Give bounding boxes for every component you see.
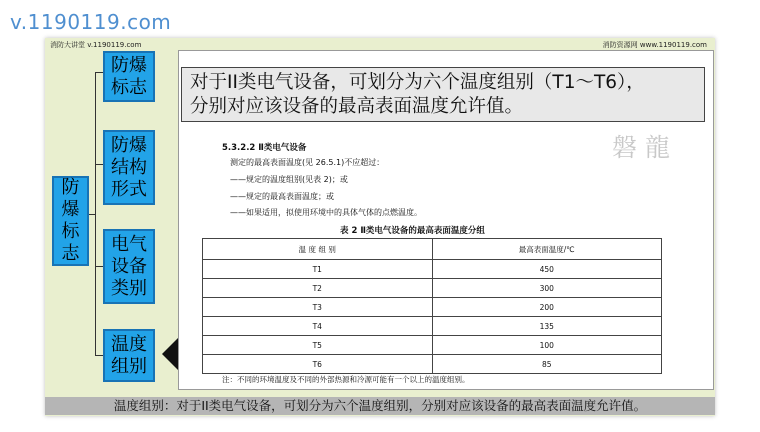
header-left-label: 消防大讲堂 v.1190119.com: [50, 41, 142, 49]
table-row: [203, 260, 662, 279]
table-cell: T4: [203, 317, 433, 336]
table-title: 表 2 Ⅱ类电气设备的最高表面温度分组: [340, 226, 485, 236]
mindmap-node-temperature-class[interactable]: [103, 329, 155, 382]
mindmap-root-label: 防爆标志: [61, 177, 80, 264]
site-watermark: v.1190119.com: [10, 10, 172, 34]
table-cell: 200: [432, 298, 662, 317]
table-cell: 100: [432, 336, 662, 355]
mindmap-node-explosion-mark[interactable]: [103, 51, 155, 102]
mindmap-node-label: 温度组别: [111, 333, 147, 377]
table-row: [203, 355, 662, 374]
document-line: 测定的最高表面温度(见 26.5.1)不应超过：: [230, 158, 385, 167]
table-cell: T5: [203, 336, 433, 355]
explanation-callout: [181, 67, 705, 122]
pointer-arrow-icon: [162, 338, 178, 370]
callout-line-2: 分别对应该设备的最高表面温度允许值。: [190, 96, 524, 117]
table-cell: 85: [432, 355, 662, 374]
table-header: 温 度 组 别: [203, 239, 433, 260]
table-row: [203, 317, 662, 336]
table-cell: T2: [203, 279, 433, 298]
mindmap-root-node[interactable]: [52, 176, 89, 266]
mindmap-node-label: 电气设备类别: [111, 233, 147, 299]
document-line: ——如果适用，拟使用环境中的具体气体的点燃温度。: [230, 208, 422, 217]
temperature-class-table: [202, 238, 662, 374]
table-cell: 300: [432, 279, 662, 298]
table-note: 注：不同的环境温度及不同的外部热源和冷源可能有一个以上的温度组别。: [222, 375, 470, 384]
table-row: [203, 336, 662, 355]
mindmap-node-equipment-category[interactable]: [103, 229, 155, 304]
video-subtitle: 温度组别：对于II类电气设备，可划分为六个温度组别，分别对应该设备的最高表面温度允许值。: [45, 397, 715, 415]
table-cell: T6: [203, 355, 433, 374]
mindmap-node-structure-type[interactable]: [103, 130, 155, 205]
mindmap-node-label: 防爆标志: [111, 54, 147, 98]
table-cell: 135: [432, 317, 662, 336]
header-right-label: 消防资源网 www.1190119.com: [602, 41, 707, 49]
section-heading: 5.3.2.2 Ⅱ类电气设备: [222, 143, 307, 153]
table-row: [203, 279, 662, 298]
table-cell: T3: [203, 298, 433, 317]
mindmap-connector: [95, 355, 103, 356]
table-header: 最高表面温度/℃: [432, 239, 662, 260]
document-line: ——规定的最高表面温度；或: [230, 192, 334, 201]
document-line: ——规定的温度组别(见表 2)；或: [230, 175, 348, 184]
table-cell: T1: [203, 260, 433, 279]
mindmap-connector: [95, 164, 103, 165]
mindmap-connector: [95, 266, 103, 267]
callout-line-1: 对于II类电气设备，可划分为六个温度组别（T1～T6），: [190, 72, 645, 93]
mindmap-connector: [89, 214, 96, 215]
watermark-logo: 磐龍: [612, 133, 679, 162]
table-row: [203, 298, 662, 317]
mindmap-connector: [95, 72, 103, 73]
mindmap-node-label: 防爆结构形式: [111, 134, 147, 200]
table-cell: 450: [432, 260, 662, 279]
